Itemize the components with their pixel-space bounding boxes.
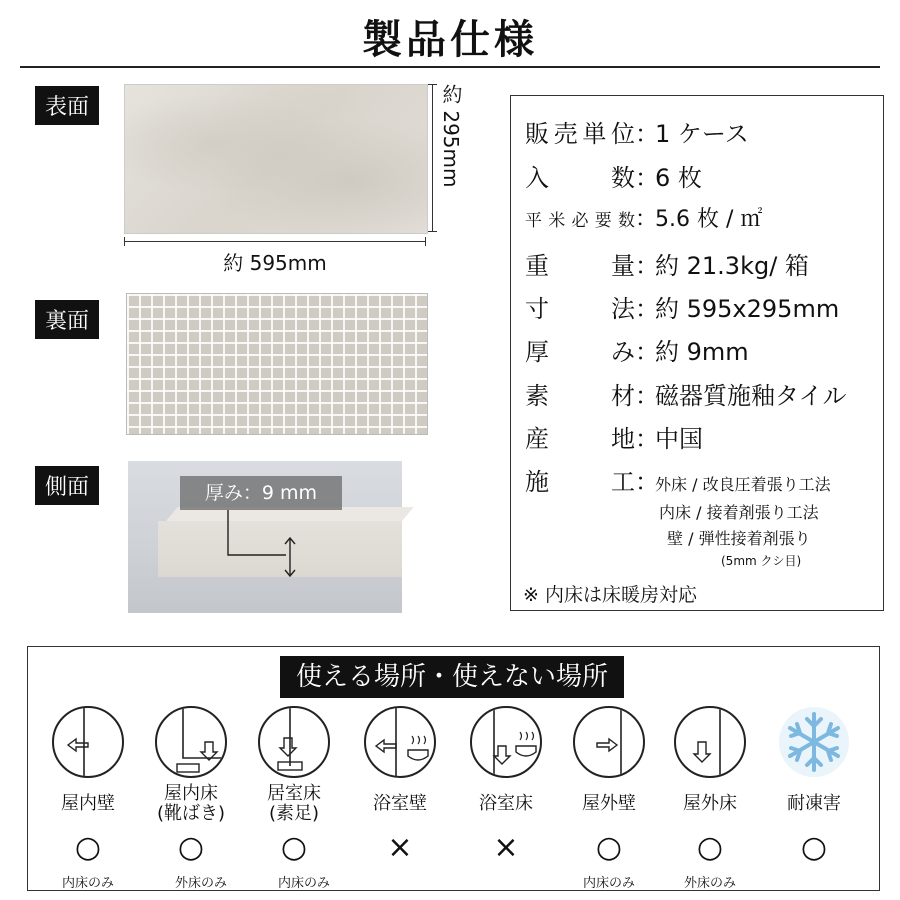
usage-label-living-floor: 居室床 (素足): [267, 783, 321, 824]
usage-label-bathroom-floor: 浴室床: [479, 793, 533, 814]
height-dimension-line: [432, 84, 433, 232]
indoor-floor-shoes-icon: [155, 706, 227, 778]
back-tag: 裏面: [35, 300, 99, 339]
usage-title: 使える場所・使えない場所: [280, 656, 624, 698]
living-floor-barefoot-icon: [258, 706, 330, 778]
title-divider: [20, 66, 880, 68]
spec-row-origin: 産地：中国: [525, 425, 703, 453]
usage-mark-ok: ○: [177, 830, 205, 865]
width-dimension-cap: [425, 237, 426, 246]
spec-row-size: 寸法：約 595x295mm: [525, 295, 840, 323]
snowflake-icon: [778, 706, 850, 778]
spec-row-construction: 施工：外床 / 改良圧着張り工法: [525, 468, 831, 496]
usage-label-outdoor-floor: 屋外床: [683, 793, 737, 814]
usage-mark-ok: ○: [696, 830, 724, 865]
usage-mark-ng: ×: [387, 830, 413, 865]
bathroom-wall-icon: [364, 706, 436, 778]
tile-front-image: [124, 84, 428, 234]
spec-row-per-sqm: 平米必要数：5.6 枚 / ㎡: [525, 207, 763, 232]
thickness-label: 厚み：9 mm: [180, 476, 342, 510]
usage-label-indoor-wall: 屋内壁: [61, 793, 115, 814]
usage-mark-ok: ○: [280, 830, 308, 865]
usage-mark-ok: ○: [595, 830, 623, 865]
outdoor-wall-icon: [573, 706, 645, 778]
width-dimension-line: [124, 241, 426, 242]
outdoor-floor-icon: [674, 706, 746, 778]
page-title: 製品仕様: [362, 17, 538, 63]
construction-notch: (5mm クシ目): [721, 554, 802, 568]
spec-row-quantity: 入数：6 枚: [525, 164, 702, 192]
spec-table: [510, 95, 884, 611]
usage-note: 内床のみ: [582, 876, 635, 891]
construction-wall: 壁 / 弾性接着剤張り: [667, 529, 811, 548]
usage-label-indoor-floor: 屋内床 (靴ばき): [156, 783, 226, 824]
side-tag: 側面: [35, 466, 99, 505]
indoor-wall-icon: [52, 706, 124, 778]
usage-label-freeze: 耐凍害: [787, 793, 841, 814]
usage-label-outdoor-wall: 屋外壁: [582, 793, 636, 814]
usage-note: 外床のみ: [174, 876, 227, 891]
usage-mark-ng: ×: [493, 830, 519, 865]
usage-note: 外床のみ: [683, 876, 736, 891]
usage-label-bathroom-wall: 浴室壁: [373, 793, 427, 814]
spec-row-weight: 重量：約 21.3kg/ 箱: [525, 252, 809, 280]
usage-note: 内床のみ: [61, 876, 114, 891]
spec-row-thickness: 厚み：約 9mm: [525, 338, 749, 366]
construction-indoor-floor: 内床 / 接着剤張り工法: [659, 503, 819, 522]
thickness-arrow-icon: [226, 510, 306, 582]
width-dimension-cap: [124, 237, 125, 246]
front-tag: 表面: [35, 86, 99, 125]
usage-note: 内床のみ: [277, 876, 330, 891]
spec-row-material: 素材：磁器質施釉タイル: [525, 382, 847, 410]
tile-back-image: [126, 293, 428, 435]
usage-mark-ok: ○: [800, 830, 828, 865]
usage-mark-ok: ○: [74, 830, 102, 865]
height-dimension-label: 約 295mm: [439, 84, 463, 188]
width-dimension-label: 約 595mm: [223, 251, 327, 275]
spec-row-unit: 販売単位：1 ケース: [525, 120, 749, 148]
bathroom-floor-icon: [470, 706, 542, 778]
floor-heating-note: ※ 内床は床暖房対応: [523, 584, 697, 606]
